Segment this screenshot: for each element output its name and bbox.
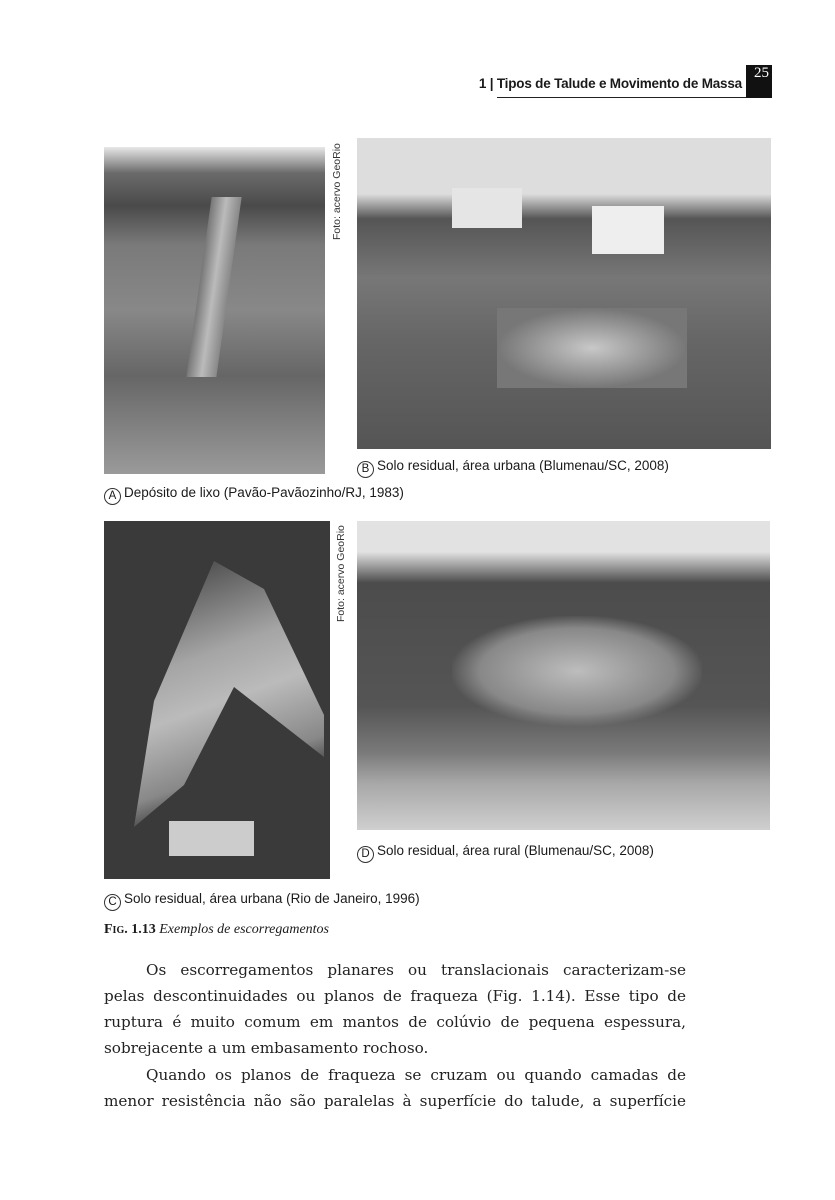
body-line: pelas descontinuidades ou planos de fraqueza (Fig. 1.14). Esse tipo de bbox=[104, 987, 686, 1005]
page-number: 25 bbox=[746, 65, 772, 98]
photo-b bbox=[357, 138, 771, 449]
label-d: D bbox=[357, 846, 374, 863]
label-a: A bbox=[104, 488, 121, 505]
label-b: B bbox=[357, 461, 374, 478]
caption-c: C Solo residual, área urbana (Rio de Janeiro, 1996) bbox=[104, 891, 420, 911]
body-line: Quando os planos de fraqueza se cruzam ou quando camadas de bbox=[146, 1066, 686, 1084]
photo-credit-c: Foto: acervo GeoRio bbox=[335, 525, 347, 622]
body-line: ruptura é muito comum em mantos de colúvio de pequena espessura, bbox=[104, 1013, 686, 1031]
body-line: sobrejacente a um embasamento rochoso. bbox=[104, 1039, 429, 1057]
body-line: Os escorregamentos planares ou translacionais caracterizam-se bbox=[146, 961, 686, 979]
running-header: 1 | Tipos de Talude e Movimento de Massa bbox=[478, 76, 742, 91]
figure-title: Exemplos de escorregamentos bbox=[159, 922, 330, 937]
photo-c bbox=[104, 521, 330, 879]
caption-d: D Solo residual, área rural (Blumenau/SC, 2008) bbox=[357, 843, 654, 863]
body-line: menor resistência não são paralelas à superfície do talude, a superfície bbox=[104, 1092, 686, 1110]
caption-a: A Depósito de lixo (Pavão-Pavãozinho/RJ, 1983) bbox=[104, 485, 404, 505]
photo-credit-a: Foto: acervo GeoRio bbox=[331, 143, 343, 240]
caption-b: B Solo residual, área urbana (Blumenau/SC, 2008) bbox=[357, 458, 669, 478]
photo-d bbox=[357, 521, 770, 830]
figure-caption bbox=[104, 922, 329, 938]
photo-a bbox=[104, 147, 325, 474]
figure-label: Fig. 1.13 bbox=[104, 922, 156, 937]
label-c: C bbox=[104, 894, 121, 911]
header-rule bbox=[497, 97, 747, 98]
